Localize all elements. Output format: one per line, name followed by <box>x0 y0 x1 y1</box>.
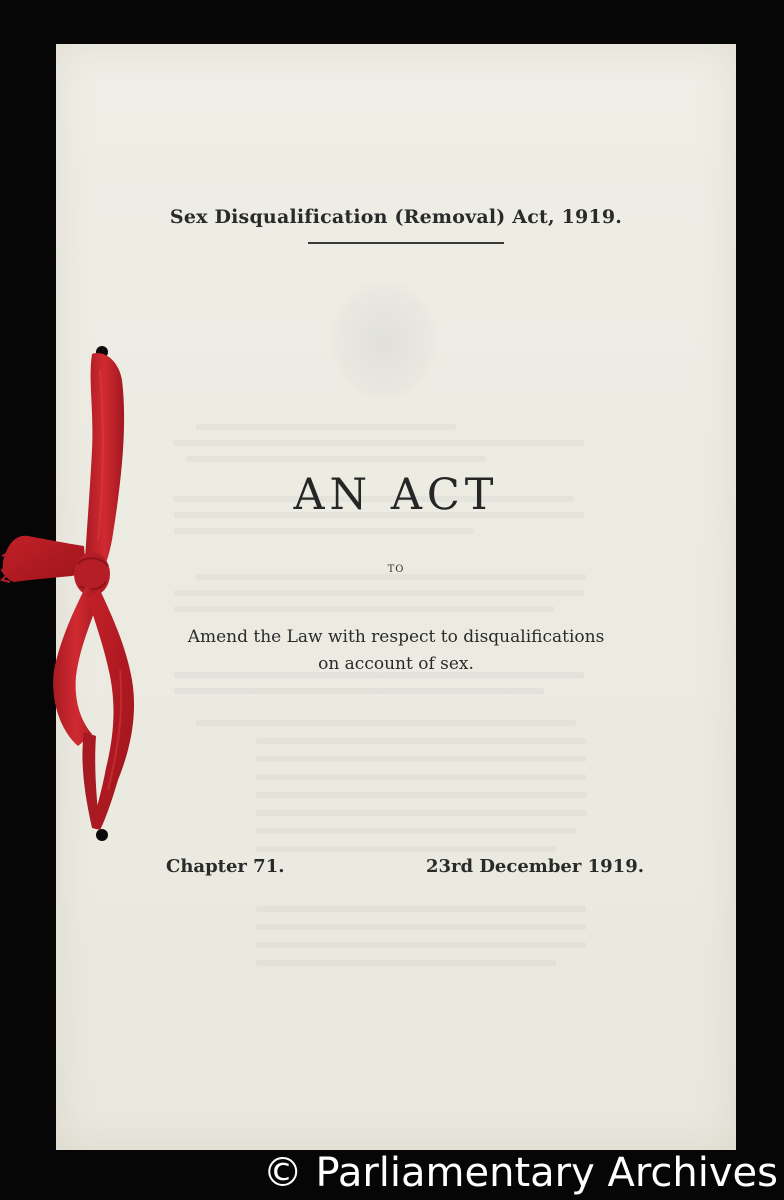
royal-crest-bleed-through <box>332 282 436 400</box>
chapter-number: Chapter 71. <box>166 856 285 877</box>
purpose-line-2: on account of sex. <box>318 654 474 674</box>
purpose-line-1: Amend the Law with respect to disqualifications <box>187 627 605 647</box>
title-underline <box>308 242 504 244</box>
royal-assent-date: 23rd December 1919. <box>425 856 644 877</box>
act-purpose <box>56 624 736 678</box>
document-page <box>56 44 736 1150</box>
an-act-heading: AN ACT <box>293 470 499 520</box>
to-connector: TO <box>387 564 405 575</box>
copyright-watermark: © Parliamentary Archives <box>262 1150 778 1196</box>
red-ribbon-tie <box>0 340 150 850</box>
act-title: Sex Disqualification (Removal) Act, 1919. <box>169 206 623 228</box>
